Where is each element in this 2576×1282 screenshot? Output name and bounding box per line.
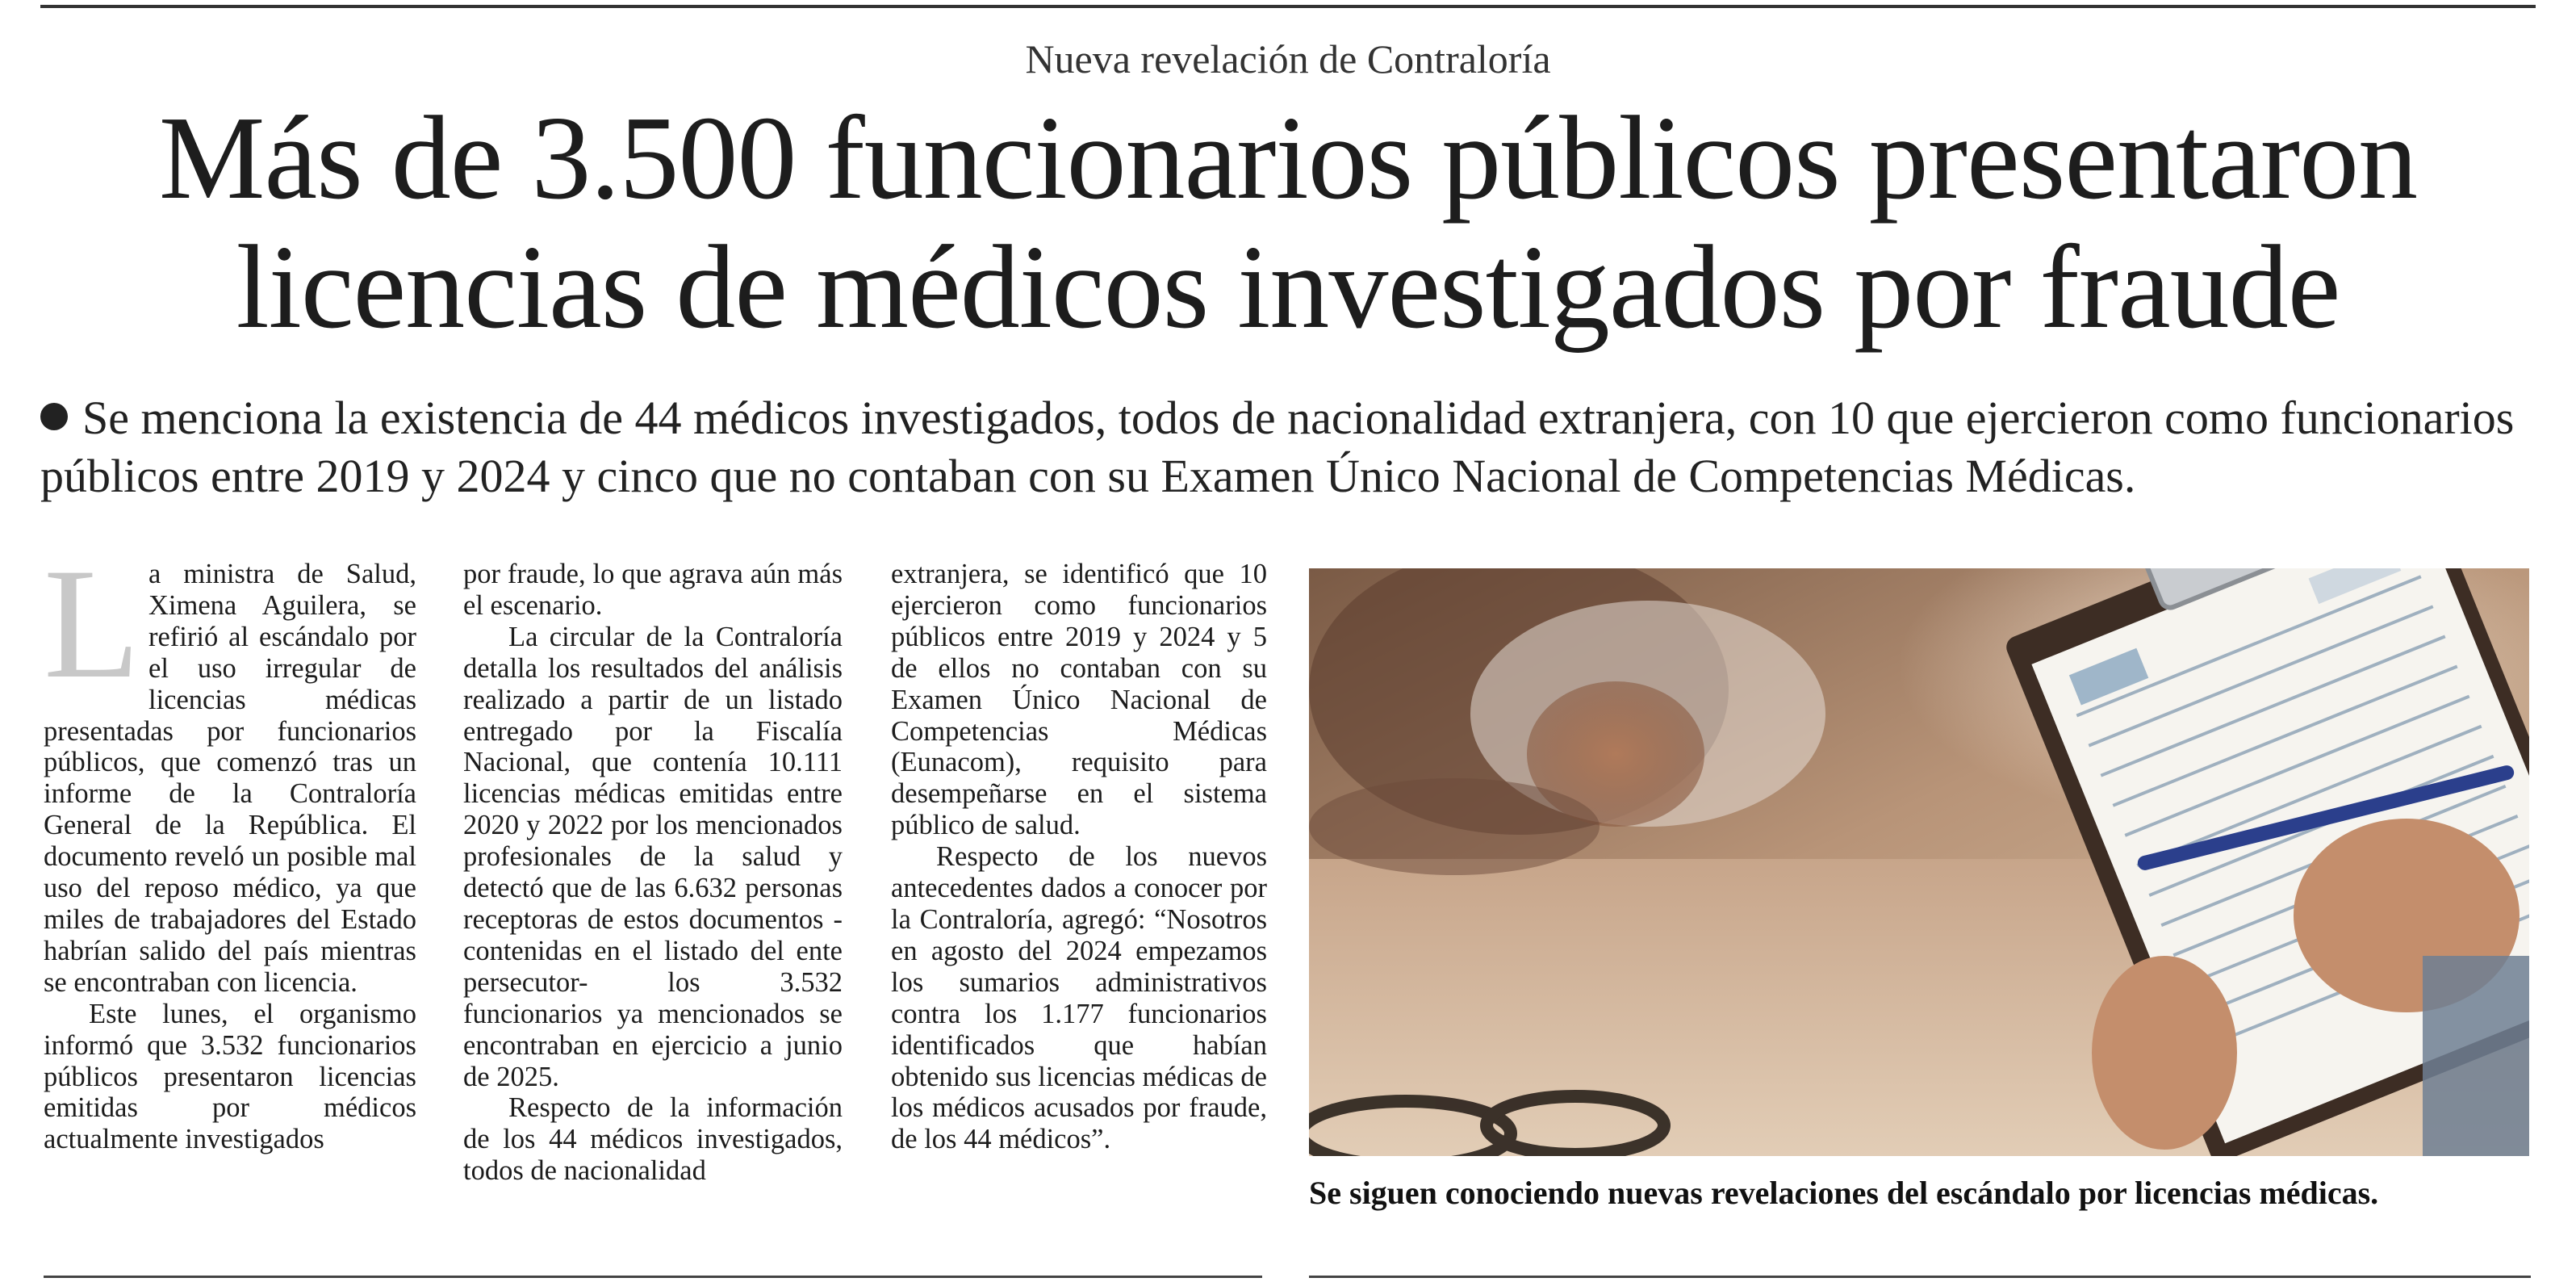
- deck-text: Se menciona la existencia de 44 médicos investigados, todos de nacionalidad extranjera, con 10 que ejercieron como funcionarios públicos entre 2019 y 2024 y cinco que no contaban con su Examen Único Nacional de Competencias Médicas.: [40, 392, 2515, 502]
- article-deck: [40, 389, 2542, 505]
- article-photo: [1309, 568, 2529, 1156]
- body-column-2: [463, 559, 843, 1187]
- body-paragraph: Respecto de los nuevos antecedentes dados a conocer por la Contraloría, agregó: “Nosotros en agosto del 2024 empezamos los sumarios administrativos contra los 1.177 funcionarios identificados que habían obtenido sus licencias médicas de los médicos acusados por fraude, de los 44 médicos”.: [891, 841, 1267, 1155]
- body-paragraph: Este lunes, el organismo informó que 3.532 funcionarios públicos presentaron licencias emitidas por médicos actualmente investigados: [44, 998, 416, 1155]
- bottom-rule-left: [44, 1276, 1262, 1278]
- bottom-rule-right: [1309, 1276, 2531, 1278]
- body-column-3: [891, 559, 1267, 1155]
- article-headline: [32, 94, 2544, 352]
- body-paragraph: por fraude, lo que agrava aún más el escenario.: [463, 559, 843, 621]
- body-column-1: [44, 536, 416, 1155]
- clipboard-photo-illustration: [1309, 568, 2529, 1156]
- body-paragraph: a ministra de Salud, Ximena Aguilera, se refirió al escándalo por el uso irregular de licencias médicas presentadas por funcionarios públicos, que comenzó tras un informe de la Contraloría General de la República. El documento reveló un posible mal uso del reposo médico, ya que miles de trabajadores del Estado habrían salido del país mientras se encontraban con licencia.: [44, 559, 416, 998]
- bullet-icon: [40, 403, 68, 430]
- body-paragraph: La circular de la Contraloría detalla los resultados del análisis realizado a partir de un listado entregado por la Fiscalía Nacional, que contenía 10.111 licencias médicas emitidas entre 2020 y 2022 por los mencionados profesionales de la salud y detectó que de las 6.632 personas receptoras de estos documentos -contenidas en el listado del ente persecutor- los 3.532 funcionarios ya mencionados se encontraban en ejercicio a junio de 2025.: [463, 621, 843, 1092]
- headline-line-1: Más de 3.500 funcionarios públicos presentaron: [158, 92, 2418, 224]
- drop-cap: L: [44, 536, 140, 711]
- body-paragraph: Respecto de la información de los 44 médicos investigados, todos de nacionalidad: [463, 1092, 843, 1187]
- headline-line-2: licencias de médicos investigados por fraude: [236, 221, 2340, 354]
- body-paragraph: extranjera, se identificó que 10 ejercieron como funcionarios públicos entre 2019 y 2024 y 5 de ellos no contaban con su Examen Único Nacional de Competencias Médicas (Eunacom), requisito para desempeñarse en el sistema público de salud.: [891, 559, 1267, 841]
- top-rule: [40, 5, 2536, 8]
- photo-caption: Se siguen conociendo nuevas revelaciones del escándalo por licencias médicas.: [1309, 1175, 2379, 1211]
- article-kicker: Nueva revelación de Contraloría: [1025, 36, 1551, 82]
